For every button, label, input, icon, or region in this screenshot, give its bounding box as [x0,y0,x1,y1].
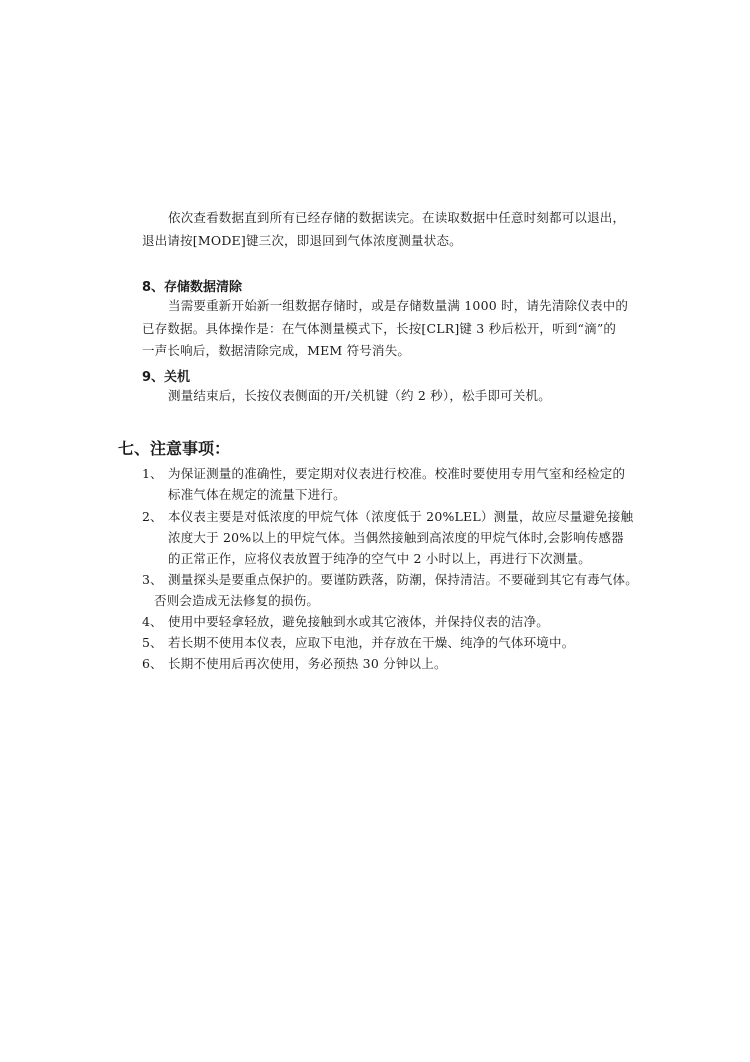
note-4-number: 4、 [142,614,163,629]
note-1-line-1: 为保证测量的准确性，要定期对仪表进行校准。校准时要使用专用气室和经检定的 [168,466,626,481]
section-8-line-3: 一声长响后，数据清除完成，MEM 符号消失。 [142,343,411,358]
note-3-line-2: 否则会造成无法修复的损伤。 [154,593,320,608]
note-1-line-2: 标准气体在规定的流量下进行。 [168,487,346,502]
note-2-number: 2、 [142,509,163,524]
note-2-line-1: 本仪表主要是对低浓度的甲烷气体（浓度低于 20%LEL）测量，故应尽量避免接触 [168,509,634,524]
note-4-line-1: 使用中要轻拿轻放，避免接触到水或其它液体，并保持仪表的洁净。 [168,614,550,629]
section-9-line-1: 测量结束后，长按仪表侧面的开/关机键（约 2 秒），松手即可关机。 [168,388,551,403]
section-8-line-1: 当需要重新开始新一组数据存储时，或是存储数量满 1000 时，请先清除仪表中的 [168,298,629,313]
note-6-number: 6、 [142,656,163,671]
intro-line-1: 依次查看数据直到所有已经存储的数据读完。在读取数据中任意时刻都可以退出， [168,210,626,225]
note-3-number: 3、 [142,572,163,587]
note-5-line-1: 若长期不使用本仪表，应取下电池，并存放在干燥、纯净的气体环境中。 [168,635,575,650]
notes-section-title: 七、注意事项： [118,439,231,458]
note-6-line-1: 长期不使用后再次使用，务必预热 30 分钟以上。 [168,656,447,671]
intro-line-2: 退出请按[MODE]键三次，即退回到气体浓度测量状态。 [142,233,462,248]
note-2-line-3: 的正常正作，应将仪表放置于纯净的空气中 2 小时以上，再进行下次测量。 [168,551,591,566]
section-9-heading: 9、关机 [142,370,191,385]
note-5-number: 5、 [142,635,163,650]
note-1-number: 1、 [142,466,163,481]
note-2-line-2: 浓度大于 20%以上的甲烷气体。当偶然接触到高浓度的甲烷气体时,会影响传感器 [168,530,624,545]
note-3-line-1: 测量探头是要重点保护的。要谨防跌落，防潮，保持清洁。不要碰到其它有毒气体。 [168,572,638,587]
section-8-line-2: 已存数据。具体操作是：在气体测量模式下，长按[CLR]键 3 秒后松开，听到“滴”的 [142,321,617,336]
section-8-heading: 8、存储数据清除 [142,280,243,295]
